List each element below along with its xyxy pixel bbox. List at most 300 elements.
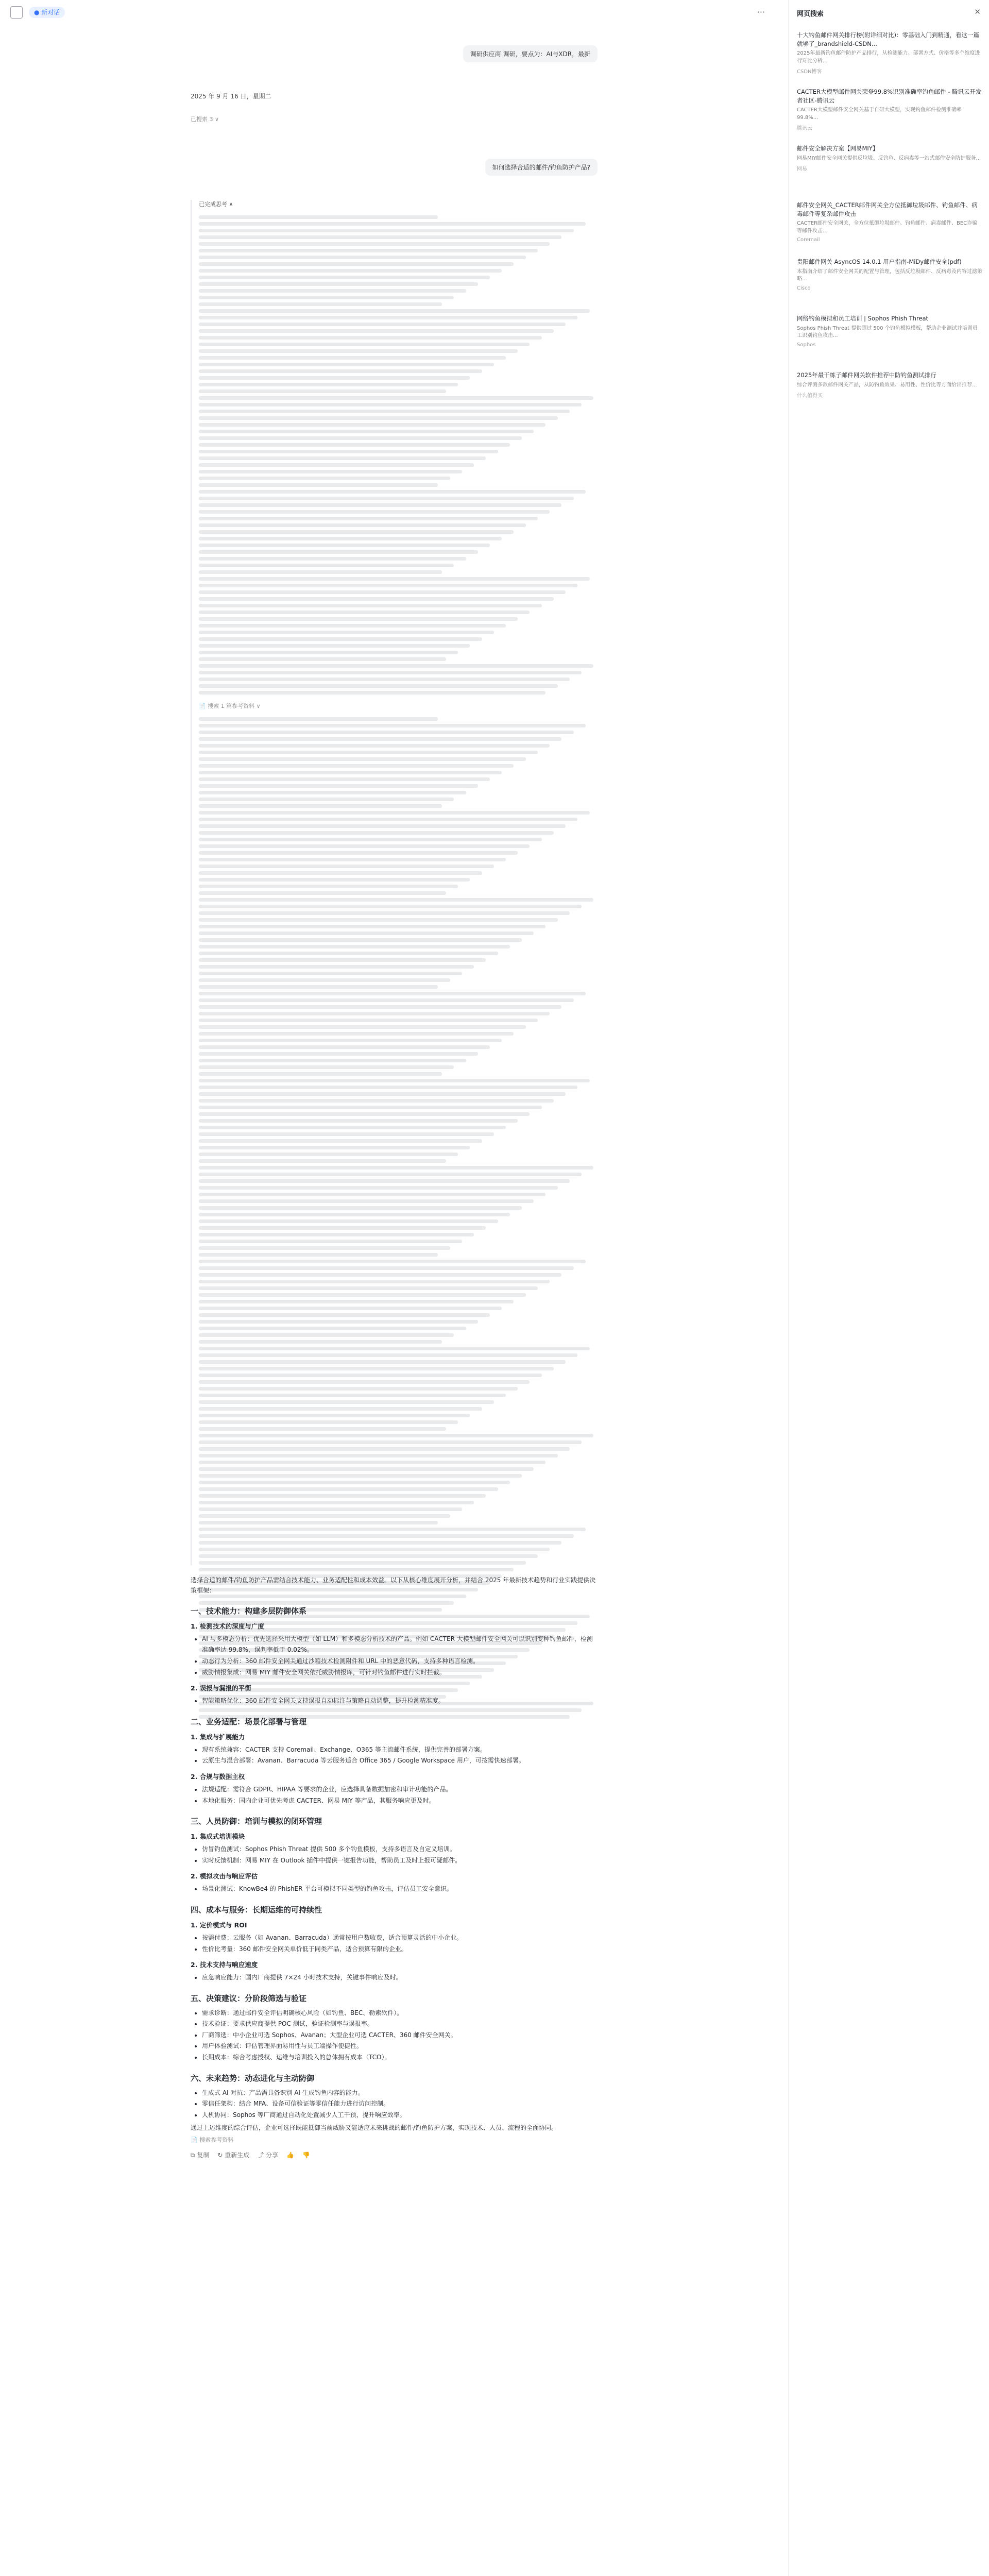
- result-title[interactable]: 邮件安全解决方案【网易MIY】: [797, 145, 879, 152]
- thinking-source-pill[interactable]: 📄 搜索 1 篇参考资料 ∨: [199, 703, 261, 709]
- thinking-line: [199, 1481, 510, 1484]
- sidebar-toggle-icon[interactable]: [10, 6, 23, 19]
- thinking-line: [199, 1528, 586, 1531]
- thinking-line: [199, 544, 490, 547]
- thinking-line: [199, 1327, 466, 1330]
- thinking-line: [199, 1548, 550, 1551]
- thinking-line: [199, 651, 458, 654]
- bullet-list: [191, 1844, 598, 1866]
- thinking-line: [199, 1454, 558, 1458]
- thinking-line: [199, 530, 514, 534]
- thinking-line: [199, 309, 590, 313]
- thinking-text-lines: [199, 717, 598, 1719]
- thinking-line: [199, 1226, 486, 1230]
- thinking-line: [199, 1219, 498, 1223]
- answer-conclusion: 通过上述维度的综合评估，企业可选择既能抵御当前威胁又能适应未来挑战的邮件/钓鱼防护方案，实现技术、人员、流程的全面协同。: [191, 2124, 558, 2132]
- action-button[interactable]: ⤴ 分享: [258, 2151, 279, 2159]
- subsection-heading: 1. 集成式培训模块: [191, 1833, 245, 1841]
- bullet-item: • 法规适配：需符合 GDPR、HIPAA 等要求的企业，应选择具备数据加密和审计功能的产品。: [202, 1784, 598, 1795]
- thinking-line: [199, 844, 530, 848]
- thinking-line: [199, 443, 510, 447]
- thinking-line: [199, 865, 494, 868]
- bullet-list: [191, 2008, 598, 2063]
- section-heading: 六、未来趋势：动态进化与主动防御: [191, 2073, 315, 2083]
- thinking-line: [199, 222, 586, 226]
- thinking-line: [199, 1367, 554, 1370]
- thinking-line: [199, 1199, 534, 1203]
- thinking-line: [199, 1146, 470, 1149]
- panel-title: 网页搜索: [797, 10, 824, 18]
- thinking-line: [199, 1360, 566, 1364]
- thinking-line: [199, 611, 530, 614]
- thinking-line: [199, 557, 466, 561]
- thinking-line: [199, 329, 554, 333]
- thinking-line: [199, 1106, 542, 1109]
- answer-intro: 选择合适的邮件/钓鱼防护产品需结合技术能力、业务适配性和成本效益。以下从核心维度展开分析，并结合 2025 年最新技术趋势和行业实践提供决策框架：: [191, 1577, 596, 1595]
- bullet-item: • AI 与多模态分析：优先选择采用大模型（如 LLM）和多模态分析技术的产品。例如 CACTER 大模型邮件安全网关可以识别变种钓鱼邮件，检测准确率达 99.8%，误判率低于 0.02%。: [202, 1634, 598, 1656]
- thinking-line: [199, 1507, 462, 1511]
- thinking-line: [199, 1407, 482, 1411]
- thinking-line: [199, 1434, 593, 1437]
- thinking-line: [199, 336, 542, 340]
- result-title[interactable]: 贵阳邮件网关 AsyncOS 14.0.1 用户指南-MiDy邮件安全(pdf): [797, 258, 962, 265]
- bullet-item: • 威胁情报集成：网易 MIY 邮件安全网关依托威胁情报库，可针对钓鱼邮件进行实时拦截。: [202, 1667, 598, 1679]
- thinking-line: [199, 1300, 514, 1303]
- thinking-line: [199, 1400, 494, 1404]
- thinking-line: [199, 972, 462, 975]
- thinking-line: [199, 978, 450, 982]
- bullet-item: • 性价比考量：360 邮件安全网关单价低于同类产品，适合预算有限的企业。: [202, 1944, 598, 1955]
- result-snippet: CACTER邮件安全网关，全方位抵御垃圾邮件、钓鱼邮件、病毒邮件、BEC诈骗等邮件攻击...: [797, 221, 978, 234]
- thinking-line: [199, 242, 550, 246]
- result-title[interactable]: 2025年最干练子邮件网关软件推荐中防钓鱼测试排行: [797, 371, 936, 379]
- thinking-line: [199, 624, 506, 628]
- thinking-line: [199, 1541, 561, 1545]
- thinking-line: [199, 363, 494, 366]
- bullet-item: • 本地化服务：国内企业可优先考虑 CACTER、网易 MIY 等产品，其服务响应更及时。: [202, 1795, 598, 1807]
- thinking-line: [199, 998, 574, 1002]
- thinking-line: [199, 456, 486, 460]
- result-source: Cisco: [797, 285, 811, 291]
- thinking-line: [199, 771, 502, 774]
- search-result[interactable]: [797, 31, 982, 75]
- result-title[interactable]: CACTER大模型邮件网关荣登99.8%识别准确率钓鱼邮件 - 腾讯云开发者社区-腾讯云: [797, 88, 982, 104]
- thinking-line: [199, 985, 438, 989]
- thinking-line: [199, 1012, 550, 1015]
- thinking-line: [199, 262, 514, 266]
- thinking-line: [199, 1072, 442, 1076]
- result-snippet: CACTER大模型邮件安全网关基于自研大模型，实现钓鱼邮件检测准确率99.8%...: [797, 107, 962, 121]
- section-heading: 一、技术能力：构建多层防御体系: [191, 1606, 307, 1616]
- bullet-item: • 技术验证：要求供应商提供 POC 测试，验证检测率与误报率。: [202, 2019, 598, 2030]
- thinking-line: [199, 450, 498, 453]
- thinking-line: [199, 1521, 438, 1524]
- subsection-heading: 2. 技术支持与响应速度: [191, 1961, 258, 1969]
- thinking-line: [199, 1132, 494, 1136]
- thinking-line: [199, 249, 538, 252]
- thinking-line: [199, 958, 486, 962]
- bullet-list: [191, 1696, 598, 1707]
- source-pill[interactable]: 📄 搜索参考资料: [191, 2136, 234, 2143]
- thinking-line: [199, 517, 538, 520]
- thinking-line: [199, 483, 438, 487]
- thinking-line: [199, 289, 466, 293]
- thinking-line: [199, 1293, 526, 1297]
- search-result[interactable]: [797, 201, 982, 243]
- thinking-line: [199, 1173, 582, 1176]
- thinking-line: [199, 1534, 574, 1538]
- bullet-item: • 场景化测试：KnowBe4 的 PhishER 平台可模拟不同类型的钓鱼攻击，评估员工安全意识。: [202, 1884, 598, 1895]
- result-source: 什么值得买: [797, 393, 823, 399]
- thinking-line: [199, 905, 582, 908]
- thinking-line: [199, 215, 438, 219]
- thinking-line: [199, 851, 518, 855]
- thinking-line: [199, 1440, 582, 1444]
- thinking-line: [199, 497, 574, 500]
- result-title[interactable]: 网络钓鱼模拟和员工培训 | Sophos Phish Threat: [797, 315, 929, 322]
- thinking-line: [199, 1166, 593, 1170]
- thinking-line: [199, 229, 574, 232]
- thinking-line: [199, 1179, 570, 1183]
- thinking-line: [199, 1374, 542, 1377]
- thinking-line: [199, 1514, 450, 1518]
- thinking-line: [199, 1032, 514, 1036]
- thinking-line: [199, 1059, 466, 1062]
- thinking-line: [199, 1414, 470, 1417]
- subsection-heading: 1. 集成与扩展能力: [191, 1733, 245, 1741]
- thinking-line: [199, 1045, 490, 1049]
- bullet-item: • 实时反馈机制：网易 MIY 在 Outlook 插件中提供一键报告功能，帮助员工及时上报可疑邮件。: [202, 1855, 598, 1867]
- thinking-line: [199, 1240, 462, 1243]
- thinking-line: [199, 1501, 474, 1504]
- new-chat-button[interactable]: ● 新对话: [29, 7, 65, 18]
- thinking-line: [199, 1206, 522, 1210]
- bullet-item: • 应急响应能力：国内厂商提供 7×24 小时技术支持，关键事件响应及时。: [202, 1972, 598, 1984]
- thinking-line: [199, 1554, 538, 1558]
- search-result[interactable]: [797, 144, 982, 172]
- answer-body: [191, 1573, 598, 2159]
- search-result[interactable]: [797, 371, 982, 399]
- thinking-line: [199, 383, 458, 386]
- thinking-line: [199, 818, 577, 821]
- answer-action-row: [191, 2150, 598, 2159]
- thinking-line: [199, 1387, 518, 1391]
- thinking-line: [199, 637, 482, 641]
- thinking-line: [199, 757, 526, 761]
- thinking-line: [199, 931, 534, 935]
- bullet-item: • 动态行为分析：360 邮件安全网关通过沙箱技术检测附件和 URL 中的恶意代码，支持多种语言检测。: [202, 1656, 598, 1667]
- thinking-line: [199, 918, 558, 922]
- thinking-line: [199, 510, 550, 514]
- thinking-line: [199, 891, 446, 895]
- section-heading: 五、决策建议：分阶段筛选与验证: [191, 1993, 307, 2003]
- thinking-line: [199, 717, 438, 721]
- thinking-line: [199, 617, 518, 621]
- thinking-line: [199, 316, 577, 319]
- bullet-list: [191, 2088, 598, 2121]
- thinking-line: [199, 684, 558, 688]
- thinking-line: [199, 1039, 502, 1042]
- thinking-line: [199, 1260, 586, 1263]
- thinking-line: [199, 1320, 478, 1324]
- thinking-line: [199, 671, 582, 674]
- thinking-line: [199, 811, 590, 815]
- thinking-line: [199, 323, 566, 326]
- result-title[interactable]: 十大钓鱼邮件网关排行榜(附详细对比)：零基础入门到精通，看这一篇就够了_brandshield-CSDN...: [797, 31, 979, 47]
- thinking-line: [199, 1474, 522, 1478]
- web-search-panel: [788, 0, 989, 2576]
- bullet-item: • 厂商筛选：中小企业可选 Sophos、Avanan；大型企业可选 CACTER、360 邮件安全网关。: [202, 2030, 598, 2041]
- thinking-line: [199, 631, 494, 634]
- thinking-line: [199, 403, 582, 406]
- bullet-item: • 用户体验测试：评估管理界面易用性与员工端操作便捷性。: [202, 2041, 598, 2052]
- thinking-line: [199, 1086, 577, 1089]
- thinking-line: [199, 1079, 590, 1082]
- thinking-line: [199, 1568, 514, 1571]
- thinking-line: [199, 1353, 577, 1357]
- chat-thread: [191, 25, 598, 2576]
- thinking-line: [199, 1005, 561, 1009]
- search-result[interactable]: [797, 88, 982, 131]
- thinking-line: [199, 798, 454, 801]
- thinking-line: [199, 644, 470, 648]
- result-title[interactable]: 邮件安全网关_CACTER邮件网关全方位抵御垃圾邮件、钓鱼邮件、病毒邮件等复杂邮件攻击: [797, 201, 978, 217]
- thinking-line: [199, 1427, 446, 1431]
- thinking-line: [199, 744, 550, 748]
- thinking-line: [199, 470, 462, 473]
- subsection-heading: 1. 检测技术的深度与广度: [191, 1622, 264, 1630]
- thinking-line: [199, 965, 474, 969]
- thinking-line: [199, 885, 458, 888]
- bullet-item: • 人机协同：Sophos 等厂商通过自动化处置减少人工干预，提升响应效率。: [202, 2110, 598, 2121]
- thinking-line: [199, 992, 586, 995]
- result-source: Coremail: [797, 237, 820, 243]
- thinking-line: [199, 804, 442, 808]
- thinking-line: [199, 503, 561, 507]
- search-result[interactable]: [797, 314, 982, 348]
- thinking-line: [199, 911, 570, 915]
- thinking-line: [199, 878, 470, 882]
- thinking-line: [199, 1099, 554, 1103]
- thinking-line: [199, 1380, 530, 1384]
- subsection-heading: 2. 误报与漏报的平衡: [191, 1684, 251, 1692]
- thinking-line: [199, 349, 518, 353]
- thinking-line: [199, 537, 502, 540]
- date-line: 2025 年 9 月 16 日，星期二: [191, 93, 271, 100]
- thinking-line: [199, 858, 506, 861]
- thinking-line: [199, 1420, 458, 1424]
- thinking-line: [199, 564, 454, 567]
- thinking-line: [199, 1307, 502, 1310]
- user-message: 调研供应商 调研，要点为：AI与XDR，最新: [463, 45, 598, 62]
- thinking-toggle[interactable]: 已完成思考 ∧: [199, 201, 233, 208]
- thinking-line: [199, 1347, 590, 1350]
- bullet-list: [191, 1634, 598, 1678]
- thinking-line: [199, 1313, 490, 1317]
- thinking-line: [199, 604, 542, 607]
- thinking-line: [199, 256, 526, 259]
- thinking-line: [199, 1126, 506, 1129]
- result-snippet: Sophos Phish Threat 提供超过 500 个钓鱼模拟模板，帮助企业测试并培训员工识别钓鱼攻击...: [797, 325, 978, 339]
- thinking-line: [199, 1467, 534, 1471]
- result-source: Sophos: [797, 342, 816, 348]
- subsection-heading: 2. 模拟攻击与响应评估: [191, 1872, 258, 1880]
- thinking-line: [199, 1273, 561, 1277]
- thinking-line: [199, 677, 570, 681]
- thinking-line: [199, 791, 466, 794]
- thinking-line: [199, 570, 442, 574]
- bullet-item: • 生成式 AI 对抗：产品需具备识别 AI 生成钓鱼内容的能力。: [202, 2088, 598, 2099]
- thinking-line: [199, 1246, 450, 1250]
- thinking-line: [199, 1333, 454, 1337]
- thinking-line: [199, 664, 593, 668]
- thinking-line: [199, 952, 498, 955]
- search-result[interactable]: [797, 258, 982, 291]
- close-icon[interactable]: ✕: [974, 7, 981, 16]
- result-snippet: 2025年最新钓鱼邮件防护产品排行，从检测能力、部署方式、价格等多个维度进行对比分析...: [797, 50, 980, 64]
- thinking-line: [199, 235, 561, 239]
- thinking-line: [199, 657, 446, 661]
- thinking-line: [199, 824, 566, 828]
- thinking-line: [199, 430, 534, 433]
- thinking-line: [199, 925, 545, 928]
- thinking-line: [199, 1019, 538, 1022]
- bullet-list: [191, 1744, 598, 1767]
- thinking-line: [199, 376, 470, 380]
- search-toggle[interactable]: 已搜索 3 ∨: [191, 116, 219, 123]
- thinking-line: [199, 751, 538, 754]
- thinking-line: [199, 777, 490, 781]
- thinking-line: [199, 1186, 558, 1190]
- thinking-line: [199, 1193, 545, 1196]
- thinking-line: [199, 396, 593, 400]
- thinking-line: [199, 945, 510, 948]
- bullet-item: • 现有系统兼容：CACTER 支持 Coremail、Exchange、O365 等主流邮件系统，提供完善的部署方案。: [202, 1744, 598, 1756]
- thinking-line: [199, 691, 545, 694]
- thinking-line: [199, 356, 506, 360]
- thinking-line: [199, 523, 526, 527]
- thinking-line: [199, 898, 593, 902]
- thinking-line: [199, 577, 590, 581]
- thinking-line: [199, 343, 530, 346]
- section-heading: 三、人员防御：培训与模拟的闭环管理: [191, 1817, 322, 1826]
- thinking-line: [199, 1286, 538, 1290]
- result-source: CSDN博客: [797, 69, 822, 75]
- action-button[interactable]: 👎: [302, 2151, 310, 2159]
- thinking-line: [199, 1447, 570, 1451]
- thinking-line: [199, 1461, 545, 1464]
- thinking-line: [199, 369, 482, 373]
- bullet-item: • 长期成本：综合考虑授权、运维与培训投入的总体拥有成本（TCO）。: [202, 2052, 598, 2063]
- bullet-list: [191, 1784, 598, 1806]
- thinking-line: [199, 463, 474, 467]
- thinking-line: [199, 1340, 442, 1344]
- thinking-line: [199, 1494, 486, 1498]
- thinking-line: [199, 1561, 526, 1565]
- thinking-line: [199, 1213, 510, 1216]
- thinking-line: [199, 477, 450, 480]
- thinking-line: [199, 1487, 498, 1491]
- result-snippet: 综合评测多款邮件网关产品，从防钓鱼效果、易用性、性价比等方面给出推荐...: [797, 382, 977, 388]
- action-button[interactable]: 👍: [286, 2151, 295, 2159]
- thinking-line: [199, 1159, 446, 1163]
- thinking-line: [199, 1092, 566, 1096]
- thinking-line: [199, 423, 545, 427]
- subsection-heading: 2. 合规与数据主权: [191, 1772, 245, 1781]
- thinking-line: [199, 871, 482, 875]
- thinking-line: [199, 737, 561, 741]
- top-bar: [0, 0, 780, 25]
- thinking-line: [199, 838, 542, 841]
- thinking-line: [199, 764, 514, 768]
- thinking-line: [199, 831, 554, 835]
- action-button[interactable]: ↻ 重新生成: [217, 2151, 250, 2159]
- thinking-line: [199, 1065, 454, 1069]
- thinking-line: [199, 490, 586, 494]
- thinking-line: [199, 416, 558, 420]
- bullet-list: [191, 1884, 598, 1895]
- thinking-line: [199, 1253, 438, 1257]
- bullet-item: • 云原生与混合部署：Avanan、Barracuda 等云服务适合 Office 365 / Google Workspace 用户，可按需快速部署。: [202, 1755, 598, 1767]
- more-options-icon[interactable]: ···: [757, 7, 765, 17]
- section-heading: 四、成本与服务：长期运维的可持续性: [191, 1905, 322, 1914]
- thinking-line: [199, 389, 446, 393]
- thinking-line: [199, 597, 554, 601]
- bullet-list: [191, 1933, 598, 1955]
- thinking-line: [199, 269, 502, 273]
- thinking-line: [199, 296, 454, 299]
- thinking-line: [199, 1052, 478, 1056]
- thinking-line: [199, 550, 478, 554]
- thinking-line: [199, 1280, 550, 1283]
- thinking-line: [199, 938, 522, 942]
- section-heading: 二、业务适配：场景化部署与管理: [191, 1717, 307, 1726]
- thinking-line: [199, 276, 490, 279]
- subsection-heading: 1. 定价模式与 ROI: [191, 1921, 247, 1929]
- bullet-list: [191, 1972, 598, 1984]
- thinking-line: [199, 590, 566, 594]
- result-snippet: 本指南介绍了邮件安全网关的配置与管理，包括反垃圾邮件、反病毒及内容过滤策略...: [797, 268, 982, 282]
- thinking-text-lines: [199, 215, 598, 694]
- thinking-line: [199, 1153, 458, 1156]
- thinking-line: [199, 731, 574, 734]
- thinking-line: [199, 282, 478, 286]
- action-button[interactable]: ⧉ 复制: [191, 2151, 210, 2159]
- thinking-line: [199, 436, 522, 440]
- bullet-item: • 零信任架构：结合 MFA、设备可信验证等零信任能力进行访问控制。: [202, 2098, 598, 2110]
- bullet-item: • 智能策略优化：360 邮件安全网关支持误报自动标注与策略自动调整，提升检测精准度。: [202, 1696, 598, 1707]
- bullet-item: • 仿冒钓鱼测试：Sophos Phish Threat 提供 500 多个钓鱼模板，支持多语言及自定义培训。: [202, 1844, 598, 1855]
- thinking-line: [199, 784, 478, 788]
- thinking-line: [199, 1025, 526, 1029]
- thinking-line: [199, 1119, 518, 1123]
- thinking-line: [199, 302, 442, 306]
- result-source: 腾讯云: [797, 126, 812, 132]
- result-source: 网易: [797, 166, 807, 173]
- bullet-item: • 按需付费：云服务（如 Avanan、Barracuda）通常按用户数收费，适合预算灵活的中小企业。: [202, 1933, 598, 1944]
- thinking-line: [199, 724, 586, 727]
- thinking-line: [199, 1112, 530, 1116]
- thinking-line: [199, 1394, 506, 1397]
- thinking-line: [199, 1139, 482, 1143]
- result-snippet: 网易MIY邮件安全网关提供反垃圾、反钓鱼、反病毒等一站式邮件安全防护服务...: [797, 155, 981, 161]
- thinking-line: [199, 584, 577, 587]
- thinking-line: [199, 410, 570, 413]
- user-message: 如何选择合适的邮件/钓鱼防护产品?: [485, 159, 598, 176]
- thinking-block: [191, 200, 598, 1565]
- thinking-line: [199, 1266, 574, 1270]
- bullet-item: • 需求诊断：通过邮件安全评估明确核心风险（如钓鱼、BEC、勒索软件）。: [202, 2008, 598, 2019]
